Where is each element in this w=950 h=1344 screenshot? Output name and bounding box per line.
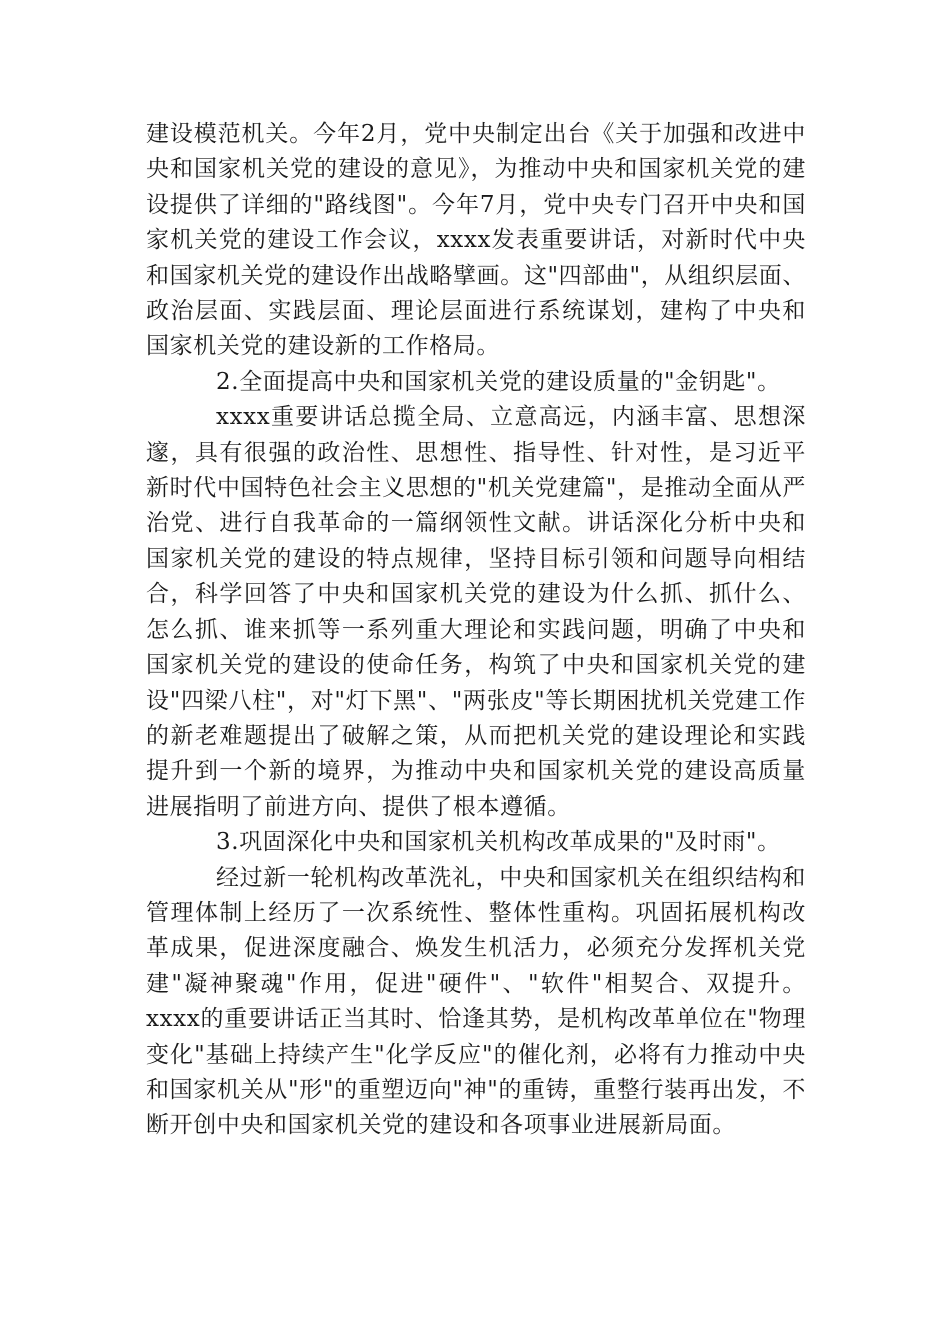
paragraph-continuation: 建设模范机关。今年2月，党中央制定出台《关于加强和改进中央和国家机关党的建设的意见》，为推动中央和国家机关党的建设提供了详细的"路线图"。今年7月，党中央专门召开中央和国家机关党的建设工作会议，xxxx发表重要讲话，对新时代中央和国家机关党的建设作出战略擘画。这"四部曲"，从组织层面、政治层面、实践层面、理论层面进行系统谋划，建构了中央和国家机关党的建设新的工作格局。 — [146, 121, 806, 360]
section-heading-3: 3.巩固深化中央和国家机关机构改革成果的"及时雨"。 — [216, 829, 781, 856]
document-body — [146, 117, 806, 1144]
paragraph-speech-summary: xxxx重要讲话总揽全局、立意高远，内涵丰富、思想深邃，具有很强的政治性、思想性、指导性、针对性，是习近平新时代中国特色社会主义思想的"机关党建篇"，是推动全面从严治党、进行自我革命的一篇纲领性文献。讲话深化分析中央和国家机关党的建设的特点规律，坚持目标引领和问题导向相结合，科学回答了中央和国家机关党的建设为什么抓、抓什么、怎么抓、谁来抓等一系列重大理论和实践问题，明确了中央和国家机关党的建设的使命任务，构筑了中央和国家机关党的建设"四梁八柱"，对"灯下黑"、"两张皮"等长期困扰机关党建工作的新老难题提出了破解之策，从而把机关党的建设理论和实践提升到一个新的境界，为推动中央和国家机关党的建设高质量进展指明了前进方向、提供了根本遵循。 — [146, 404, 806, 820]
section-heading-2: 2.全面提高中央和国家机关党的建设质量的"金钥匙"。 — [216, 368, 781, 395]
paragraph-reform-results: 经过新一轮机构改革洗礼，中央和国家机关在组织结构和管理体制上经历了一次系统性、整体性重构。巩固拓展机构改革成果，促进深度融合、焕发生机活力，必须充分发挥机关党建"凝神聚魂"作用，促进"硬件"、"软件"相契合、双提升。xxxx的重要讲话正当其时、恰逢其势，是机构改革单位在"物理变化"基础上持续产生"化学反应"的催化剂，必将有力推动中央和国家机关从"形"的重塑迈向"神"的重铸，重整行装再出发，不断开创中央和国家机关党的建设和各项事业进展新局面。 — [146, 864, 806, 1139]
